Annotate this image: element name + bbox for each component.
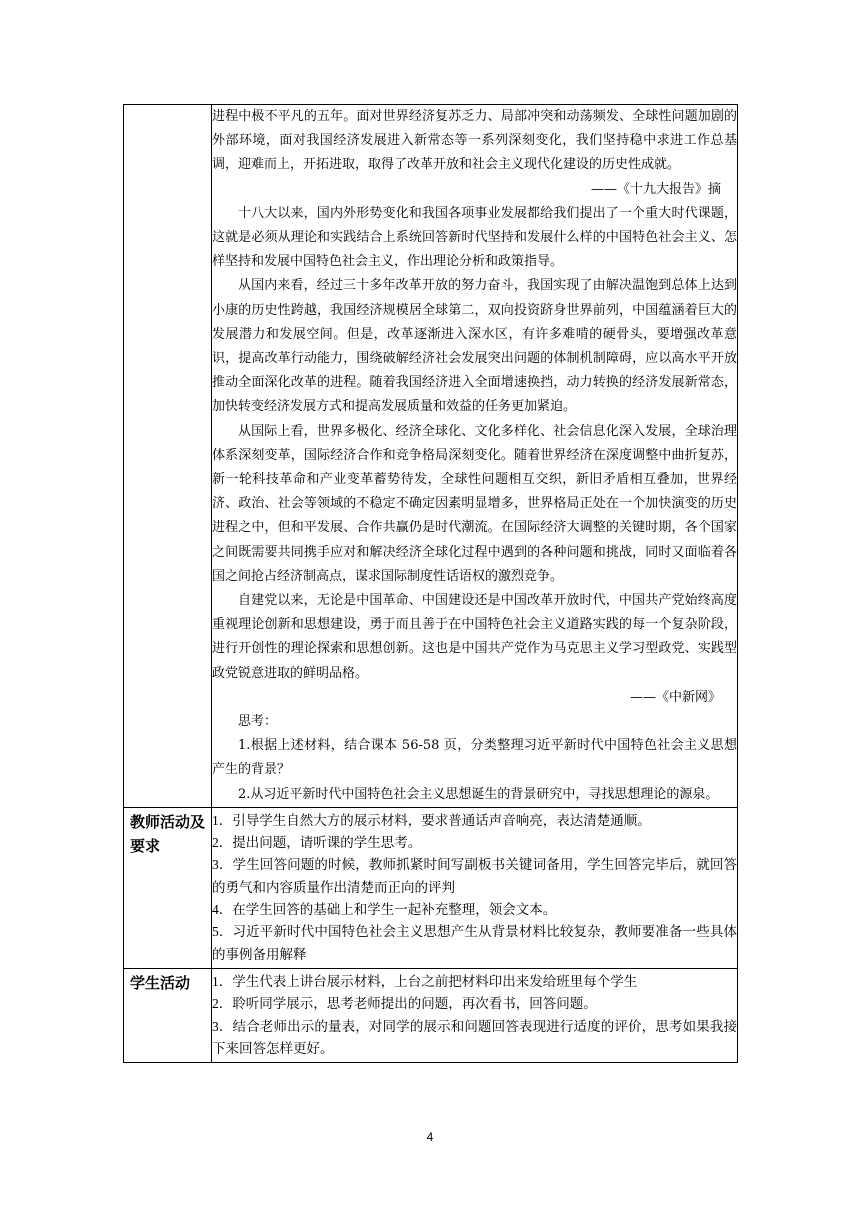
material-paragraph-4: 从国际上看，世界多极化、经济全球化、文化多样化、社会信息化深入发展，全球治理体系深刻变革，国际经济合作和竞争格局深刻变化。随着世界经济在深度调整中曲折复苏，新一轮科技革命和产业变革蓄势待发，全球性问题相互交织，新旧矛盾相互叠加，世界经济、政治、社会等领域的不稳定不确定因素明显增多，世界格局正处在一个加快演变的历史进程之中，但和平发展、合作共赢仍是时代潮流。在国际经济大调整的关键时期，各个国家之间既需要共同携手应对和解决经济全球化过程中遇到的各种问题和挑战，同时又面临着各国之间抢占经济制高点，谋求国际制度性话语权的激烈竞争。 <box>212 423 737 584</box>
student-activity-row <box>124 968 738 1062</box>
list-item: 4．在学生回答的基础上和学生一起补充整理，领会文本。 <box>212 902 557 918</box>
list-item: 3．结合老师出示的量表，对同学的展示和问题回答表现进行适度的评价，思考如果我接下来回答怎样更好。 <box>212 1018 737 1056</box>
list-item: 5．习近平新时代中国特色社会主义思想产生从背景材料比较复杂，教师要准备一些具体的事例备用解释 <box>212 924 737 962</box>
teacher-label-cell <box>124 807 212 968</box>
teacher-activity-list <box>212 808 737 968</box>
student-activity-label: 学生活动 <box>130 973 191 992</box>
material-content-cell <box>212 105 738 808</box>
student-activity-list <box>212 969 737 1062</box>
material-paragraph-2: 十八大以来，国内外形势变化和我国各项事业发展都给我们提出了一个重大时代课题，这就是必须从理论和实践结合上系统回答新时代坚持和发展什么样的中国特色社会主义、怎样坚持和发展中国特色社会主义，作出理论分析和政策指导。 <box>212 205 737 270</box>
list-item: 1．引导学生自然大方的展示材料，要求普通话声音响亮，表达清楚通顺。 <box>212 812 651 828</box>
material-paragraph-3: 从国内来看，经过三十多年改革开放的努力奋斗，我国实现了由解决温饱到总体上达到小康的历史性跨越，我国经济规模居全球第二，双向投资跻身世界前列，中国蕴涵着巨大的发展潜力和发展空间。但是，改革逐渐进入深水区，有许多难啃的硬骨头，要增强改革意识，提高改革行动能力，围绕破解经济社会发展突出问题的体制机制障碍，应以高水平开放推动全面深化改革的进程。随着我国经济进入全面增速换挡，动力转换的经济发展新常态，加快转变经济发展方式和提高发展质量和效益的任务更加紧迫。 <box>212 278 737 415</box>
teacher-content-cell <box>212 807 738 968</box>
question-2: 2.从习近平新时代中国特色社会主义思想诞生的背景研究中，寻找思想理论的源泉。 <box>238 786 719 802</box>
teacher-activity-label: 教师活动及要求 <box>130 812 206 855</box>
lesson-plan-table <box>123 104 738 1063</box>
student-label-cell <box>124 968 212 1062</box>
list-item: 2．提出问题，请听课的学生思考。 <box>212 835 422 851</box>
material-label-cell <box>124 105 212 808</box>
material-source-1: ——《十九大报告》摘 <box>590 181 721 197</box>
page-number: 4 <box>426 1130 434 1144</box>
think-label: 思考： <box>238 714 278 730</box>
list-item: 1．学生代表上讲台展示材料，上台之前把材料印出来发给班里每个学生 <box>212 973 638 989</box>
material-source-2: ——《中新网》 <box>629 689 721 705</box>
material-paragraph-5: 自建党以来，无论是中国革命、中国建设还是中国改革开放时代，中国共产党始终高度重视理论创新和思想建设，勇于而且善于在中国特色社会主义道路实践的每一个复杂阶段，进行开创性的理论探索和思想创新。这也是中国共产党作为马克思主义学习型政党、实践型政党锐意进取的鲜明品格。 <box>212 593 737 681</box>
teacher-activity-row <box>124 807 738 968</box>
material-row <box>124 105 738 808</box>
list-item: 2．聆听同学展示，思考老师提出的问题，再次看书，回答问题。 <box>212 996 597 1012</box>
student-content-cell <box>212 968 738 1062</box>
material-paragraph-1: 进程中极不平凡的五年。面对世界经济复苏乏力、局部冲突和动荡频发、全球性问题加剧的外部环境，面对我国经济发展进入新常态等一系列深刻变化，我们坚持稳中求进工作总基调，迎难而上，开拓进取，取得了改革开放和社会主义现代化建设的历史性成就。 <box>212 109 737 173</box>
list-item: 3．学生回答问题的时候，教师抓紧时间写副板书关键词备用，学生回答完毕后，就回答的勇气和内容质量作出清楚而正向的评判 <box>212 857 737 895</box>
question-1: 1.根据上述材料，结合课本 56-58 页，分类整理习近平新时代中国特色社会主义思想产生的背景？ <box>212 738 737 778</box>
